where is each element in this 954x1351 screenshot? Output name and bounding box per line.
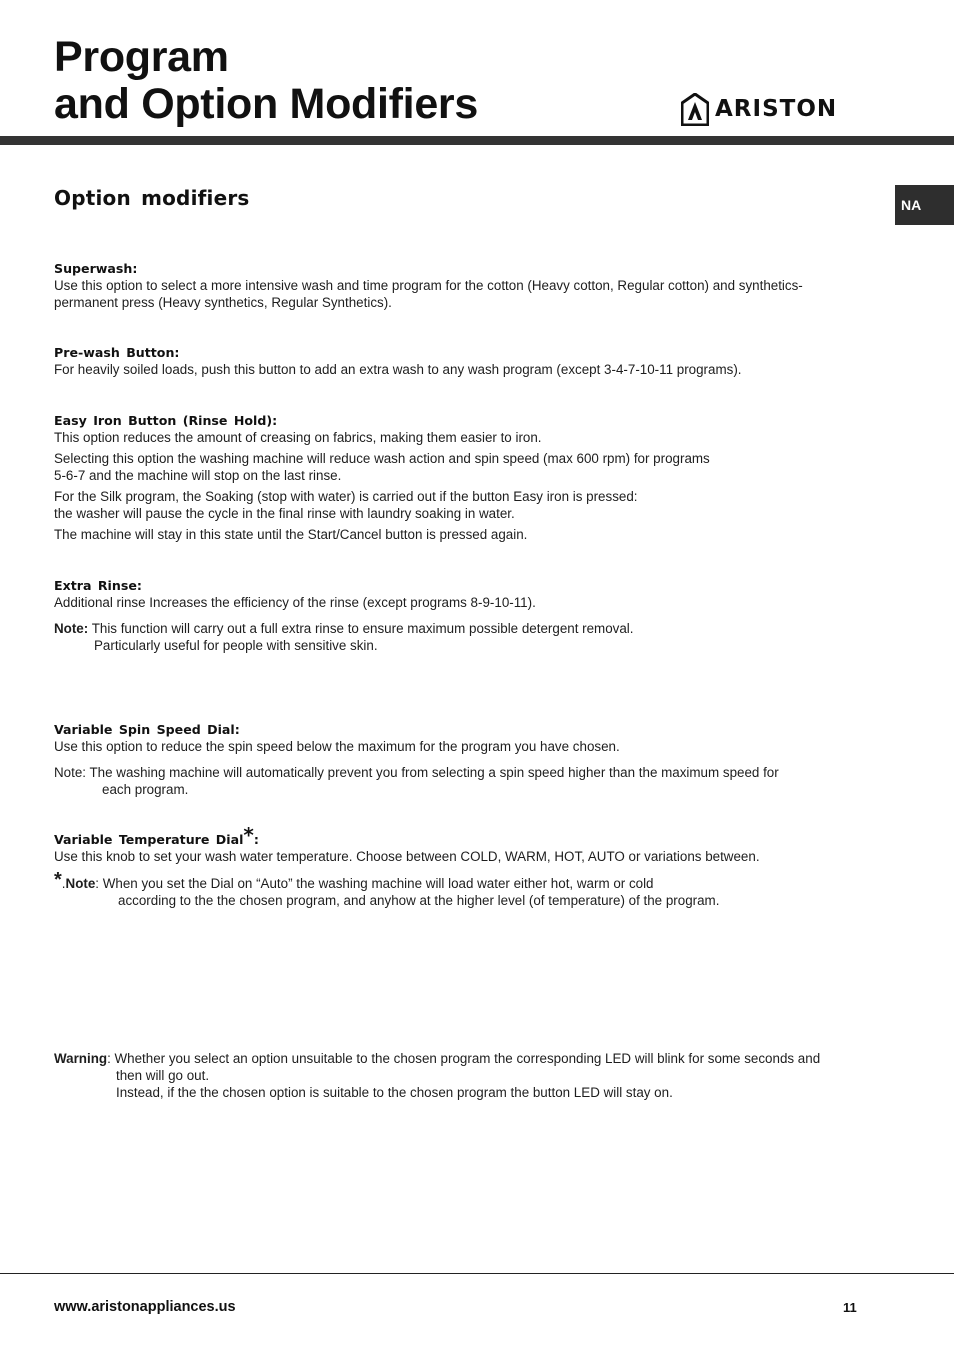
superwash-text-2: permanent press (Heavy synthetics, Regular Synthetics).: [54, 295, 392, 310]
superwash-heading: Superwash:: [54, 261, 138, 276]
page-title: [54, 34, 478, 128]
superwash-section: [54, 260, 884, 311]
brand-name: ARISTON: [715, 95, 838, 122]
extra-rinse-heading: Extra Rinse:: [54, 578, 142, 593]
temp-dial-note-text: : When you set the Dial on “Auto” the washing machine will load water either hot, warm or cold: [95, 876, 654, 891]
warning-label: Warning: [54, 1051, 108, 1066]
easy-iron-text-1: This option reduces the amount of creasing on fabrics, making them easier to iron.: [54, 430, 542, 445]
temp-dial-heading: [54, 823, 884, 848]
prewash-text-1: For heavily soiled loads, push this button to add an extra wash to any wash program (except 3-4-7-10-11 programs).: [54, 362, 742, 377]
section-title: Option modifiers: [54, 186, 250, 210]
warning-text-3: Instead, if the the chosen option is suitable to the chosen program the button LED will stay on.: [116, 1085, 673, 1100]
warning-text: : Whether you select an option unsuitable to the chosen program the corresponding LED will blink for some seconds and: [107, 1051, 821, 1066]
asterisk-mark: *: [54, 869, 62, 891]
spin-dial-section: [54, 721, 864, 798]
extra-rinse-text-1: Additional rinse Increases the efficiency of the rinse (except programs 8-9-10-11).: [54, 595, 536, 610]
extra-rinse-section: [54, 577, 884, 654]
temp-dial-heading-colon: :: [253, 832, 259, 847]
ariston-logo: [681, 92, 837, 126]
house-icon: [681, 93, 709, 126]
temp-dial-note-text-2: according to the the chosen program, and anyhow at the higher level (of temperature) of the program.: [118, 893, 720, 908]
warning-text-1: [54, 1050, 904, 1067]
easy-iron-text-6: The machine will stay in this state until the Start/Cancel button is pressed again.: [54, 527, 528, 542]
page-number: 11: [843, 1300, 857, 1315]
temp-dial-note: [54, 869, 884, 892]
asterisk-mark: *: [243, 823, 254, 847]
footer-website-link[interactable]: www.aristonappliances.us: [54, 1299, 236, 1315]
temp-dial-text-1: Use this knob to set your wash water temperature. Choose between COLD, WARM, HOT, AUTO or variations between.: [54, 849, 760, 864]
extra-rinse-note-label: Note:: [54, 621, 89, 636]
title-line-2: and Option Modifiers: [54, 80, 478, 128]
warning-text-2: then will go out.: [116, 1068, 210, 1083]
superwash-text-1: Use this option to select a more intensive wash and time program for the cotton (Heavy cotton, Regular cotton) and synthetics-: [54, 278, 803, 293]
temp-dial-note-dot: .: [61, 876, 66, 891]
extra-rinse-note: [54, 620, 884, 637]
extra-rinse-note-text: This function will carry out a full extra rinse to ensure maximum possible detergent removal.: [88, 621, 634, 636]
temp-dial-heading-text: Variable Temperature Dial: [54, 832, 244, 847]
easy-iron-heading: Easy Iron Button (Rinse Hold):: [54, 413, 278, 428]
title-line-1: Program: [54, 33, 229, 81]
prewash-heading: Pre-wash Button:: [54, 345, 180, 360]
spin-dial-heading: Variable Spin Speed Dial:: [54, 722, 240, 737]
easy-iron-text-5: the washer will pause the cycle in the final rinse with laundry soaking in water.: [54, 506, 515, 521]
spin-dial-note-2: each program.: [102, 782, 189, 797]
temp-dial-note-label: Note: [65, 876, 96, 891]
extra-rinse-note-text-2: Particularly useful for people with sensitive skin.: [94, 638, 378, 653]
spin-dial-note-1: Note: The washing machine will automatically prevent you from selecting a spin speed higher than the maximum speed for: [54, 765, 779, 780]
header-divider: [0, 136, 954, 145]
easy-iron-text-3: 5-6-7 and the machine will stop on the last rinse.: [54, 468, 342, 483]
language-tab: NA: [895, 185, 954, 225]
warning-section: [54, 1050, 904, 1101]
easy-iron-text-4: For the Silk program, the Soaking (stop with water) is carried out if the button Easy iron is pressed:: [54, 489, 638, 504]
easy-iron-text-2: Selecting this option the washing machine will reduce wash action and spin speed (max 600 rpm) for programs: [54, 451, 710, 466]
prewash-section: [54, 344, 884, 378]
spin-dial-text-1: Use this option to reduce the spin speed below the maximum for the program you have chosen.: [54, 739, 620, 754]
footer-divider: [0, 1273, 954, 1274]
easy-iron-section: [54, 412, 884, 543]
temp-dial-section: [54, 823, 884, 909]
